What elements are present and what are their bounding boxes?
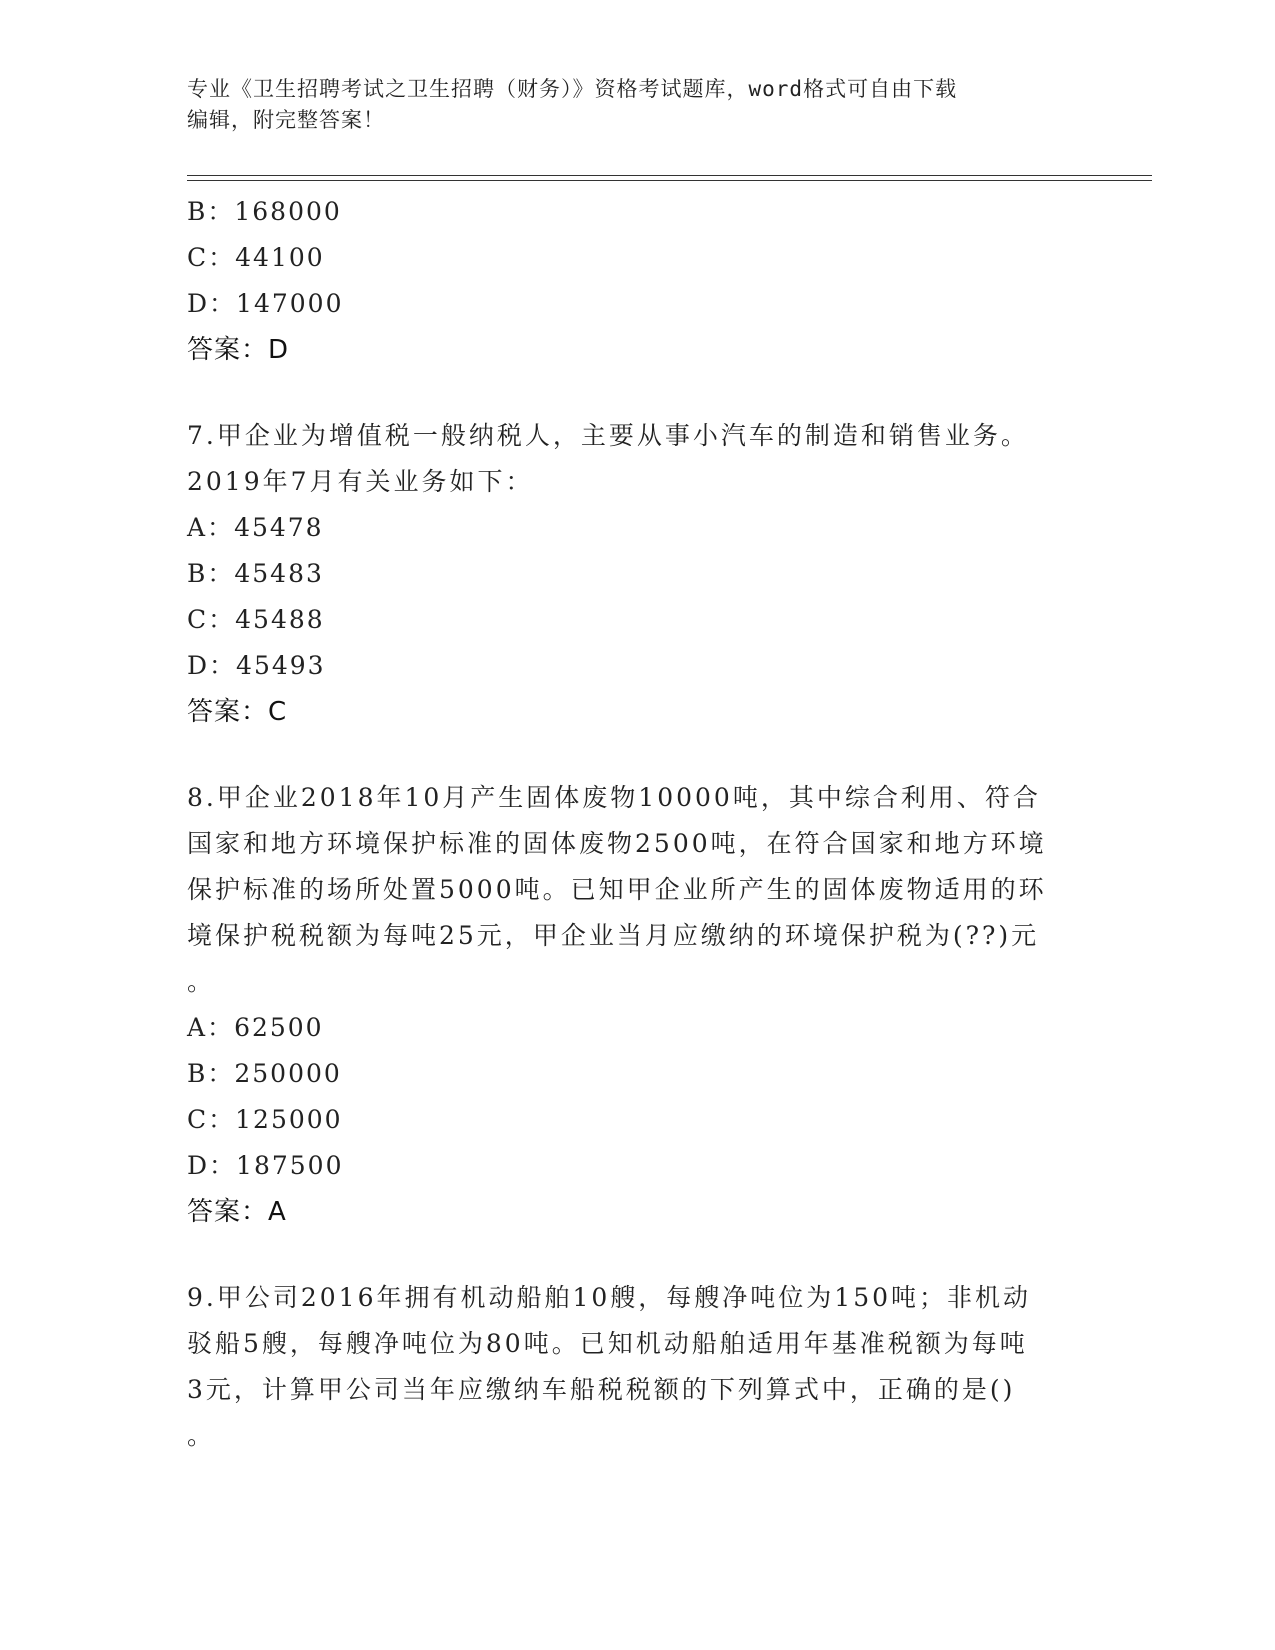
question-6: [187, 189, 1087, 373]
stem-line: 保护标准的场所处置5000吨。已知甲企业所产生的固体废物适用的环: [187, 875, 1047, 904]
question-7: [187, 413, 1087, 735]
stem-line: 。: [187, 967, 216, 996]
header-line-2: 编辑，附完整答案！: [187, 108, 385, 132]
stem-line: 9.甲公司2016年拥有机动船舶10艘，每艘净吨位为150吨；非机动: [187, 1283, 1032, 1312]
stem-line: 8.甲企业2018年10月产生固体废物10000吨，其中综合利用、符合: [187, 783, 1041, 812]
stem-line: 驳船5艘，每艘净吨位为80吨。已知机动船舶适用年基准税额为每吨: [187, 1329, 1028, 1358]
option-d: D：187500: [187, 1151, 344, 1180]
question-stem: [187, 413, 1067, 505]
question-stem: [187, 775, 1067, 1005]
stem-line: 2019年7月有关业务如下：: [187, 467, 534, 496]
stem-line: 境保护税税额为每吨25元，甲企业当月应缴纳的环境保护税为(??)元: [187, 921, 1040, 950]
question-8: [187, 775, 1087, 1235]
option-c: C：125000: [187, 1105, 343, 1134]
option-a: A：45478: [187, 513, 324, 542]
option-b: B：45483: [187, 559, 324, 588]
option-d: D：147000: [187, 289, 344, 318]
answer: 答案：C: [187, 697, 288, 727]
header-divider: [187, 175, 1152, 181]
option-c: C：44100: [187, 243, 325, 272]
page-header: [187, 74, 1087, 136]
option-a: A：62500: [187, 1013, 324, 1042]
answer: 答案：A: [187, 1197, 287, 1227]
option-d: D：45493: [187, 651, 326, 680]
answer: 答案：D: [187, 335, 290, 365]
question-stem: [187, 1275, 1067, 1459]
document-body: [187, 189, 1087, 1459]
option-c: C：45488: [187, 605, 325, 634]
option-b: B：168000: [187, 197, 342, 226]
question-9: [187, 1275, 1087, 1459]
stem-line: 。: [187, 1421, 216, 1450]
stem-line: 国家和地方环境保护标准的固体废物2500吨，在符合国家和地方环境: [187, 829, 1047, 858]
option-b: B：250000: [187, 1059, 342, 1088]
stem-line: 3元，计算甲公司当年应缴纳车船税税额的下列算式中，正确的是(): [187, 1375, 1016, 1404]
stem-line: 7.甲企业为增值税一般纳税人，主要从事小汽车的制造和销售业务。: [187, 421, 1029, 450]
header-line-1: 专业《卫生招聘考试之卫生招聘（财务）》资格考试题库，word格式可自由下载: [187, 77, 958, 101]
